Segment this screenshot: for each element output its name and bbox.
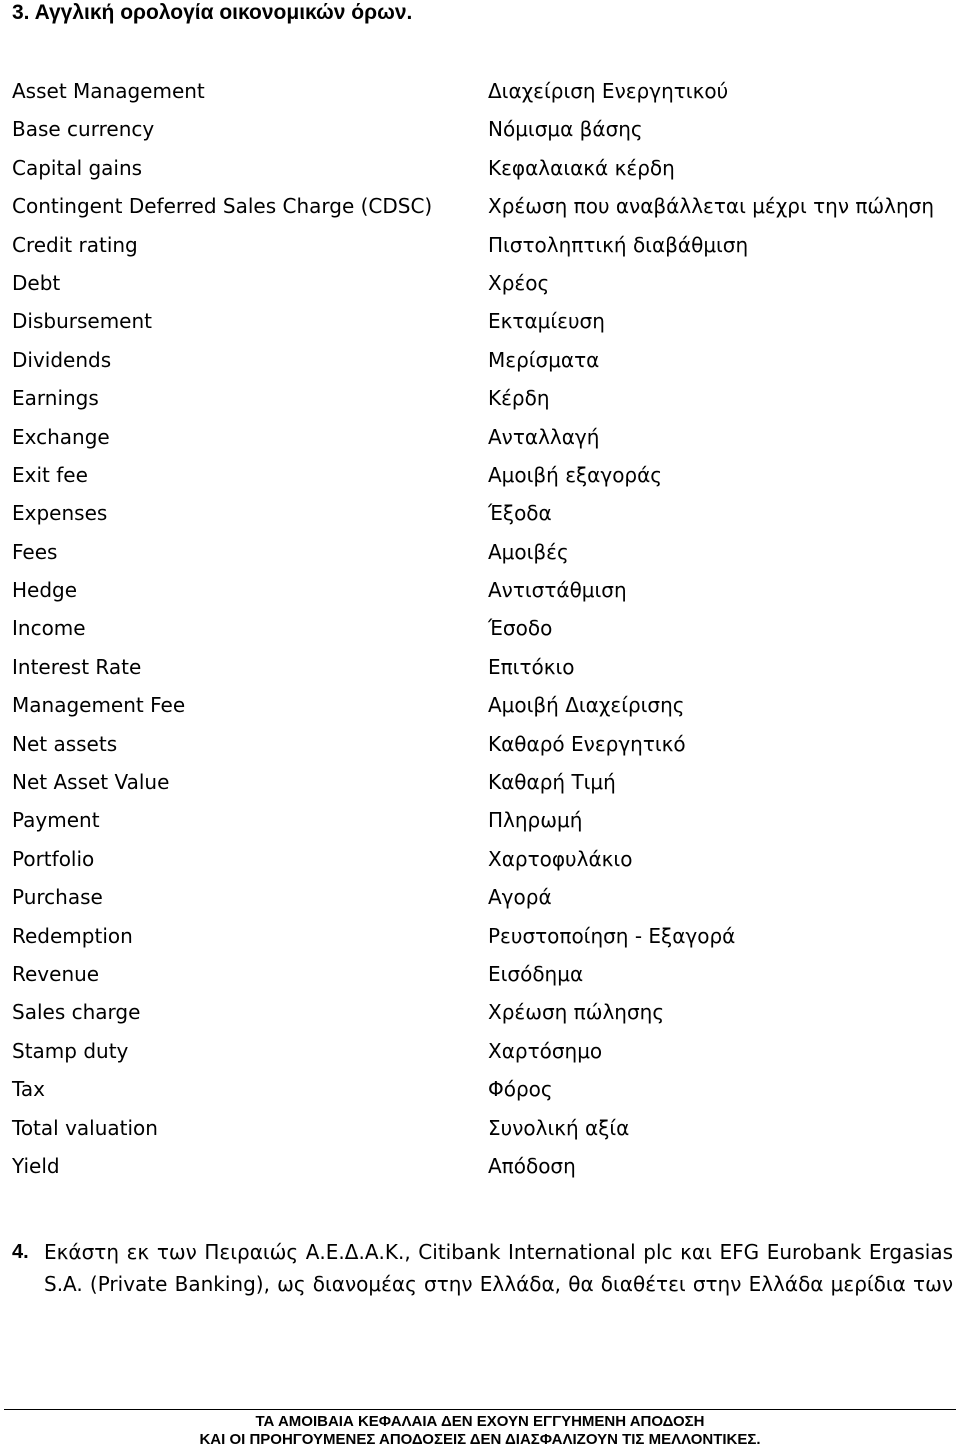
greek-translation: Επιτόκιο: [488, 654, 575, 679]
greek-translation: Χαρτόσημο: [488, 1038, 603, 1063]
glossary-row: [12, 878, 952, 916]
english-term: Credit rating: [12, 232, 138, 257]
english-term: Base currency: [12, 117, 155, 142]
greek-translation: Συνολική αξία: [488, 1115, 630, 1140]
greek-translation: Χρέωση πώλησης: [488, 1000, 665, 1025]
greek-translation: Πληρωμή: [488, 808, 583, 833]
glossary-row: [12, 226, 952, 264]
glossary-row: [12, 302, 952, 340]
greek-translation: Μερίσματα: [488, 347, 600, 372]
english-term: Disbursement: [12, 309, 152, 334]
english-term: Earnings: [12, 386, 99, 411]
english-term: Stamp duty: [12, 1038, 129, 1063]
footer-divider: [4, 1409, 956, 1410]
glossary-row: [12, 187, 952, 225]
english-term: Purchase: [12, 885, 103, 910]
english-term: Dividends: [12, 347, 112, 372]
glossary-row: [12, 1032, 952, 1070]
paragraph-line: S.A. (Private Banking), ως διανομέας στην Ελλάδα, θα διαθέτει στην Ελλάδα μερίδια των: [44, 1272, 953, 1296]
english-term: Capital gains: [12, 155, 143, 180]
greek-translation: Εισόδημα: [488, 961, 584, 986]
glossary-row: [12, 955, 952, 993]
english-term: Interest Rate: [12, 654, 142, 679]
paragraph-4: [12, 1236, 953, 1300]
glossary-row: [12, 456, 952, 494]
glossary-row: [12, 110, 952, 148]
english-term: Redemption: [12, 923, 133, 948]
glossary-row: [12, 648, 952, 686]
glossary-row: [12, 418, 952, 456]
greek-translation: Αντιστάθμιση: [488, 578, 627, 603]
greek-translation: Εκταμίευση: [488, 309, 605, 334]
english-term: Exchange: [12, 424, 110, 449]
glossary-row: [12, 533, 952, 571]
greek-translation: Αγορά: [488, 885, 552, 910]
glossary-row: [12, 72, 952, 110]
greek-translation: Αμοιβή εξαγοράς: [488, 462, 663, 487]
english-term: Yield: [12, 1153, 60, 1178]
glossary-row: [12, 149, 952, 187]
section-title: 3. Αγγλική ορολογία οικονομικών όρων.: [12, 1, 413, 24]
english-term: Expenses: [12, 501, 108, 526]
glossary-row: [12, 686, 952, 724]
english-term: Net Asset Value: [12, 770, 170, 795]
greek-translation: Κέρδη: [488, 386, 550, 411]
greek-translation: Αμοιβές: [488, 539, 569, 564]
english-term: Portfolio: [12, 846, 95, 871]
greek-translation: Απόδοση: [488, 1153, 576, 1178]
glossary-row: [12, 1109, 952, 1147]
glossary-row: [12, 1070, 952, 1108]
english-term: Management Fee: [12, 693, 186, 718]
glossary-row: [12, 494, 952, 532]
greek-translation: Νόμισμα βάσης: [488, 117, 643, 142]
footer-disclaimer-line: ΤΑ ΑΜΟΙΒΑΙΑ ΚΕΦΑΛΑΙΑ ΔΕΝ ΕΧΟΥΝ ΕΓΓΥΗΜΕΝΗ ΑΠΟΔΟΣΗ: [255, 1413, 705, 1430]
greek-translation: Πιστοληπτική διαβάθμιση: [488, 232, 749, 257]
glossary-row: [12, 725, 952, 763]
glossary-row: [12, 571, 952, 609]
glossary-list: [12, 72, 952, 1185]
english-term: Revenue: [12, 961, 100, 986]
english-term: Total valuation: [12, 1115, 158, 1140]
english-term: Payment: [12, 808, 100, 833]
greek-translation: Αμοιβή Διαχείρισης: [488, 693, 685, 718]
english-term: Debt: [12, 270, 61, 295]
greek-translation: Διαχείριση Ενεργητικού: [488, 79, 729, 103]
greek-translation: Χρέος: [488, 270, 550, 295]
glossary-row: [12, 379, 952, 417]
greek-translation: Χαρτοφυλάκιο: [488, 846, 633, 871]
glossary-row: [12, 993, 952, 1031]
greek-translation: Έξοδα: [488, 501, 552, 526]
english-term: Fees: [12, 539, 58, 564]
greek-translation: Χρέωση που αναβάλλεται μέχρι την πώληση: [488, 194, 934, 219]
paragraph-line: Εκάστη εκ των Πειραιώς Α.Ε.Δ.Α.Κ., Citibank International plc και EFG Eurobank Ergasias: [44, 1240, 953, 1264]
greek-translation: Καθαρή Τιμή: [488, 770, 616, 795]
english-term: Asset Management: [12, 79, 205, 103]
greek-translation: Φόρος: [488, 1077, 553, 1102]
glossary-row: [12, 609, 952, 647]
glossary-row: [12, 1147, 952, 1185]
glossary-row: [12, 801, 952, 839]
english-term: Exit fee: [12, 462, 88, 487]
english-term: Net assets: [12, 731, 118, 756]
greek-translation: Ρευστοποίηση - Εξαγορά: [488, 923, 736, 948]
english-term: Income: [12, 616, 86, 641]
glossary-row: [12, 264, 952, 302]
english-term: Contingent Deferred Sales Charge (CDSC): [12, 194, 433, 219]
paragraph-number: 4.: [12, 1241, 29, 1263]
greek-translation: Ανταλλαγή: [488, 424, 600, 449]
glossary-row: [12, 840, 952, 878]
english-term: Hedge: [12, 578, 78, 603]
greek-translation: Καθαρό Ενεργητικό: [488, 731, 686, 756]
footer-disclaimer-line: ΚΑΙ ΟΙ ΠΡΟΗΓΟΥΜΕΝΕΣ ΑΠΟΔΟΣΕΙΣ ΔΕΝ ΔΙΑΣΦΑΛΙΖΟΥΝ ΤΙΣ ΜΕΛΛΟΝΤΙΚΕΣ.: [199, 1431, 761, 1448]
glossary-row: [12, 763, 952, 801]
greek-translation: Κεφαλαιακά κέρδη: [488, 155, 675, 180]
glossary-row: [12, 341, 952, 379]
glossary-row: [12, 917, 952, 955]
english-term: Tax: [12, 1077, 45, 1102]
greek-translation: Έσοδο: [488, 616, 553, 641]
english-term: Sales charge: [12, 1000, 141, 1025]
